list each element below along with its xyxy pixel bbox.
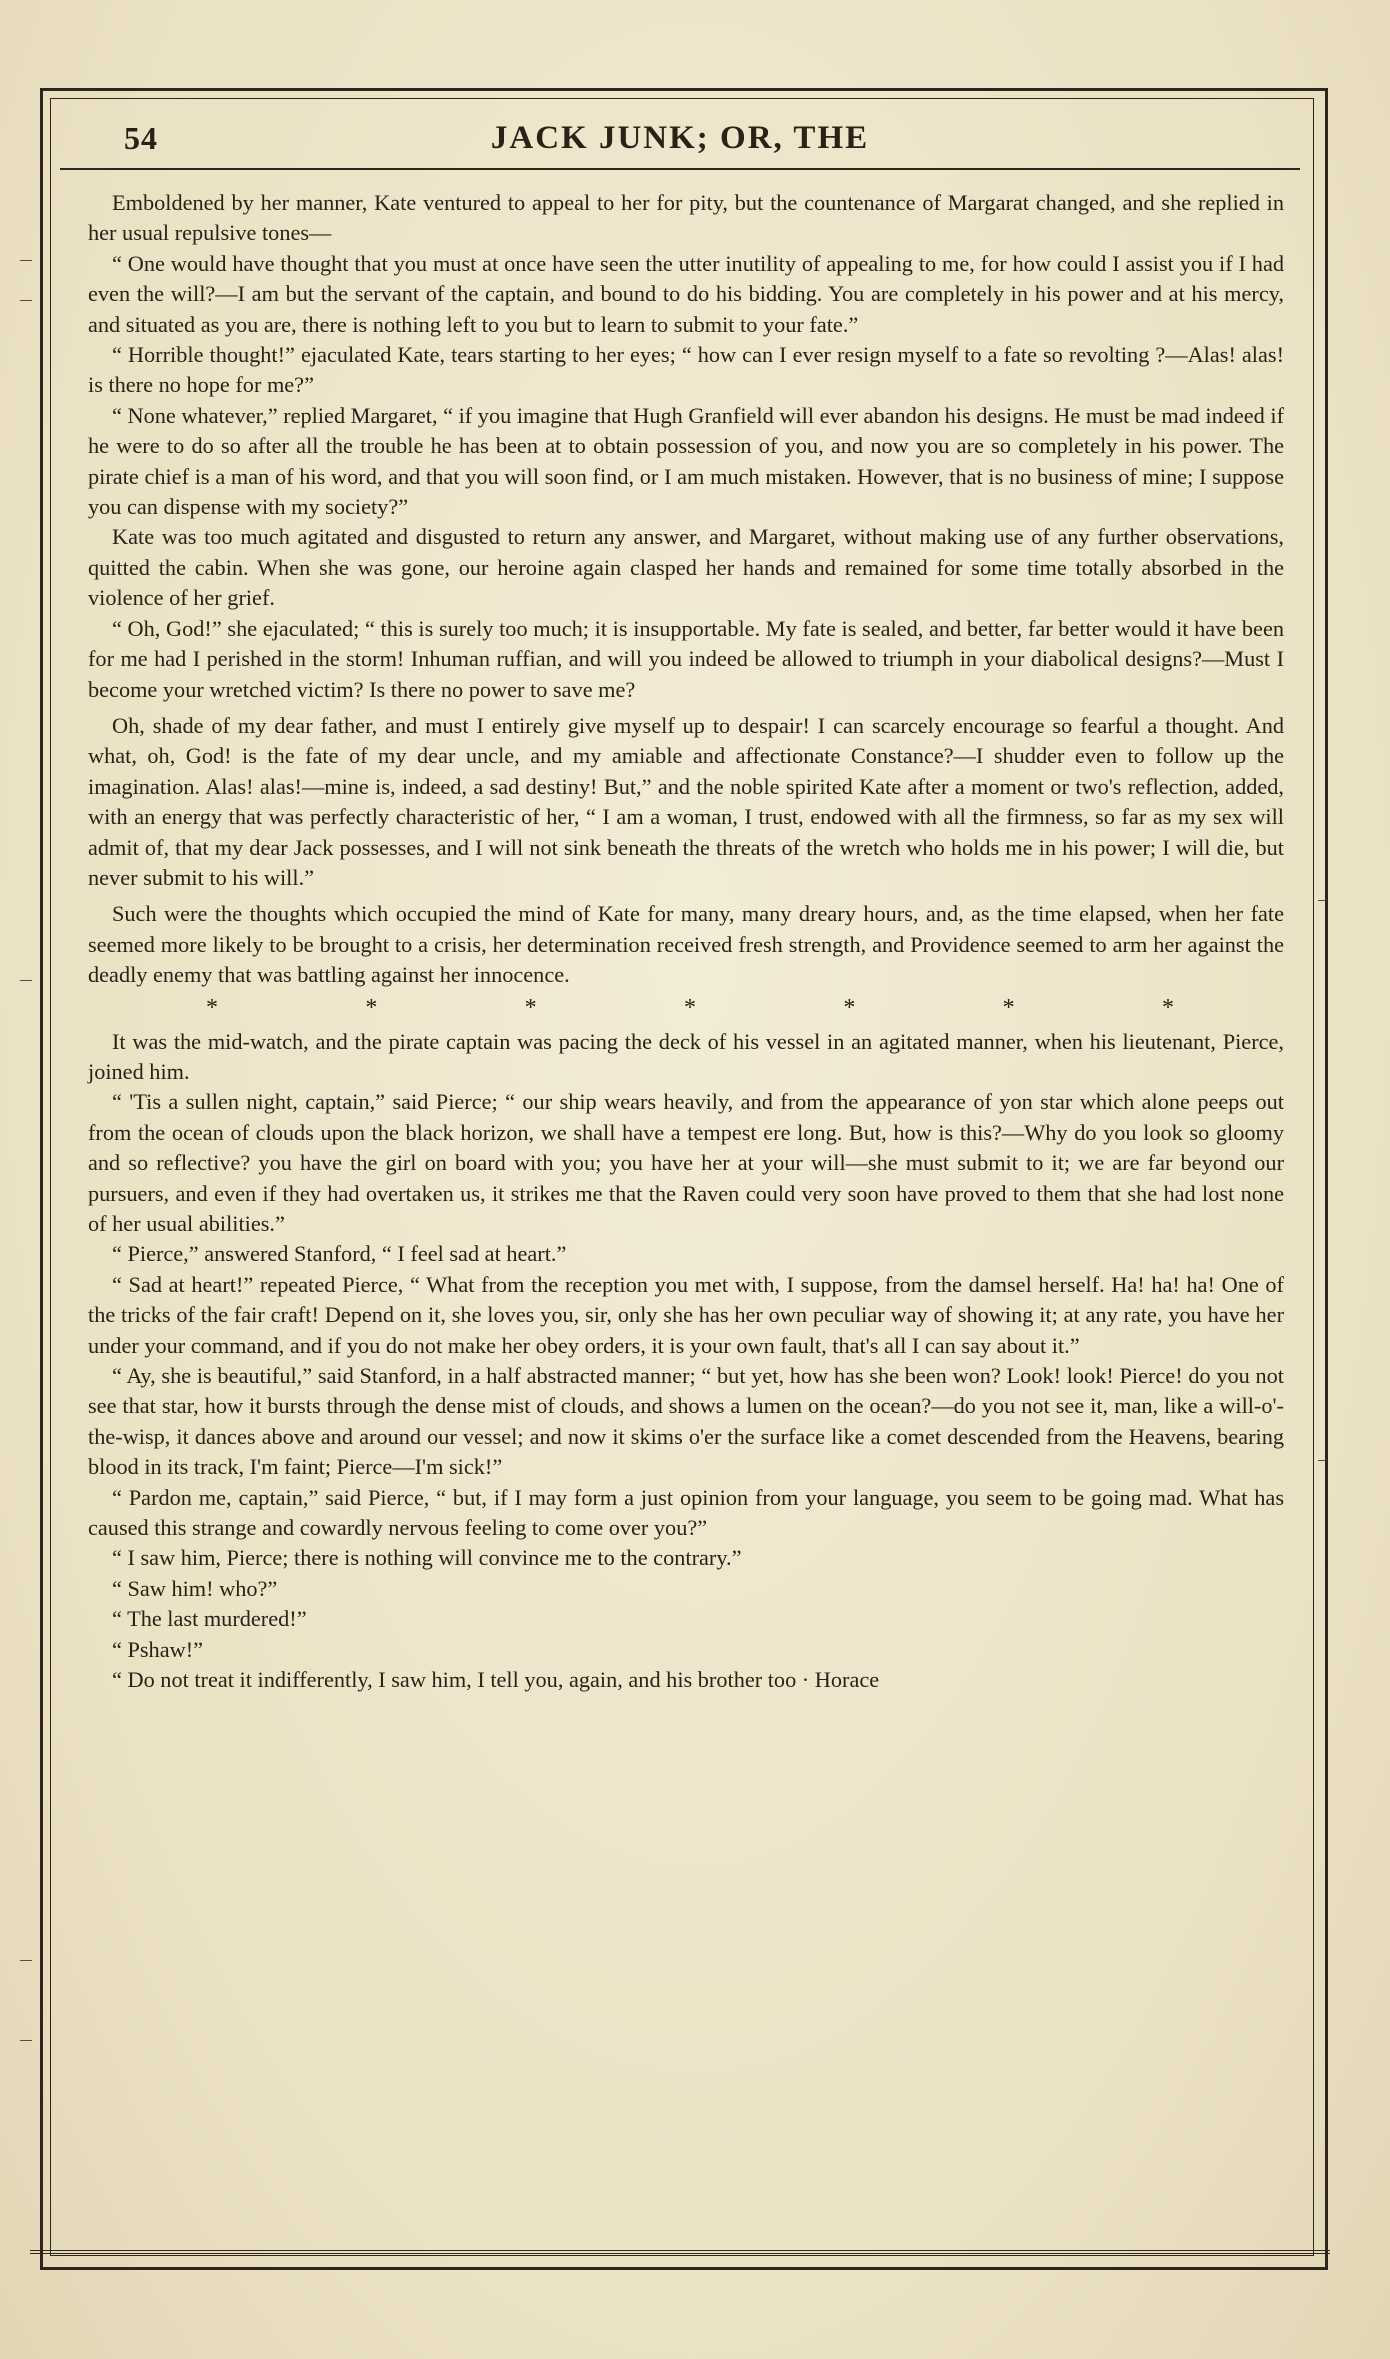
paragraph: Kate was too much agitated and disgusted to return any answer, and Margaret, without making use of any further observations, quitted the cabin. When she was gone, our heroine again clasped her hands and remained for some time totally absorbed in the violence of her grief.: [88, 524, 1284, 611]
paragraph: “ Pshaw!”: [112, 1636, 204, 1662]
separator-star: *: [206, 994, 218, 1021]
separator-star: *: [1002, 994, 1015, 1021]
paragraph: “ Do not treat it indifferently, I saw him, I tell you, again, and his brother too · Horace: [112, 1667, 880, 1693]
paragraph: “ Sad at heart!” repeated Pierce, “ What from the reception you met with, I suppose, from the damsel herself. Ha! ha! ha! One of the tricks of the fair craft! Depend on it, she loves you, sir, only she has her own peculiar way of showing it; at any rate, you have her under your command, and if you do not make her obey orders, it is your own fault, that's all I can say about it.”: [88, 1271, 1284, 1358]
margin-mark: [20, 300, 32, 301]
page-number: 54: [124, 120, 158, 156]
margin-mark: [1318, 900, 1326, 901]
paragraph: “ 'Tis a sullen night, captain,” said Pierce; “ our ship wears heavily, and from the appearance of yon star which alone peeps out from the ocean of clouds upon the black horizon, we shall have a tempest ere long. But, how is this?—Why do you look so gloomy and so reflective? you have the girl on board with you; you have her at your will—she must submit to it; we are far beyond our pursuers, and even if they had overtaken us, it strikes me that the Raven could very soon have proved to them that she had lost none of her usual abilities.”: [88, 1089, 1284, 1236]
body-text: [88, 188, 1284, 1696]
paragraph: “ Saw him! who?”: [112, 1575, 278, 1601]
paragraph: Emboldened by her manner, Kate ventured to appeal to her for pity, but the countenance of Margarat changed, and she replied in her usual repulsive tones—: [88, 190, 1284, 246]
paragraph: It was the mid-watch, and the pirate captain was pacing the deck of his vessel in an agitated manner, when his lieutenant, Pierce, joined him.: [88, 1028, 1284, 1084]
separator-star: *: [524, 994, 537, 1021]
paragraph: “ Oh, God!” she ejaculated; “ this is surely too much; it is insupportable. My fate is sealed, and better, far better would it have been for me had I perished in the storm! Inhuman ruffian, and will you indeed be allowed to triumph in your diabolical designs?—Must I become your wretched victim? Is there no power to save me?: [88, 615, 1284, 702]
paragraph: “ One would have thought that you must at once have seen the utter inutility of appealing to me, for how could I assist you if I had even the will?—I am but the servant of the captain, and bound to do his bidding. You are completely in his power and at his mercy, and situated as you are, there is nothing left to you but to learn to submit to your fate.”: [88, 250, 1284, 337]
separator-star: *: [1161, 994, 1174, 1021]
bottom-rule: [30, 2250, 1330, 2254]
margin-mark: [20, 1960, 32, 1961]
paragraph: “ Horrible thought!” ejaculated Kate, tears starting to her eyes; “ how can I ever resign myself to a fate so revolting ?—Alas! alas! is there no hope for me?”: [88, 342, 1284, 398]
running-head: JACK JUNK; OR, THE: [490, 120, 870, 156]
margin-mark: [20, 980, 32, 981]
paragraph: “ None whatever,” replied Margaret, “ if you imagine that Hugh Granfield will ever abandon his designs. He must be mad indeed if he were to do so after all the trouble he has been at to obtain possession of you, and now you are so completely in his power. The pirate chief is a man of his word, and that you will soon find, or I am much mistaken. However, that is no business of mine; I suppose you can dispense with my society?”: [88, 402, 1285, 520]
paragraph: “ Pardon me, captain,” said Pierce, “ but, if I may form a just opinion from your language, you seem to be going mad. What has caused this strange and cowardly nervous feeling to come over you?”: [88, 1484, 1284, 1541]
separator-star: *: [365, 994, 378, 1021]
paragraph: “ The last murdered!”: [112, 1606, 307, 1632]
page-header: [60, 112, 1300, 170]
paragraph: Oh, shade of my dear father, and must I entirely give myself up to despair! I can scarcely encourage so fearful a thought. And what, oh, God! is the fate of my dear uncle, and my amiable and affectionate Constance?—I shudder even to follow up the imagination. Alas! alas!—mine is, indeed, a sad destiny! But,” and the noble spirited Kate after a moment or two's reflection, added, with an energy that was perfectly characteristic of her, “ I am a woman, I trust, endowed with all the firmness, so far as my sex will admit of, that my dear Jack possesses, and I will not sink beneath the threats of the wretch who holds me in his power; I will die, but never submit to his will.”: [88, 712, 1284, 890]
separator-star: *: [683, 994, 696, 1021]
paragraph: Such were the thoughts which occupied the mind of Kate for many, many dreary hours, and, as the time elapsed, when her fate seemed more likely to be brought to a crisis, her determination received fresh strength, and Providence seemed to arm her against the deadly enemy that was battling against her innocence.: [88, 901, 1284, 988]
margin-mark: [20, 2040, 32, 2041]
separator-star: *: [843, 994, 856, 1021]
paragraph: “ Pierce,” answered Stanford, “ I feel sad at heart.”: [112, 1241, 567, 1267]
margin-mark: [20, 260, 32, 261]
paragraph: “ I saw him, Pierce; there is nothing will convince me to the contrary.”: [112, 1545, 742, 1571]
margin-mark: [1318, 1460, 1326, 1461]
paragraph: “ Ay, she is beautiful,” said Stanford, in a half abstracted manner; “ but yet, how has she been won? Look! look! Pierce! do you not see that star, how it bursts through the dense mist of clouds, and shows a lumen on the ocean?—do you not see it, man, like a will-o'-the-wisp, it dances above and around our vessel; and now it skims o'er the surface like a comet descended from the Heavens, bearing blood in its track, I'm faint; Pierce—I'm sick!”: [88, 1363, 1284, 1480]
section-separator: [88, 991, 1284, 1027]
